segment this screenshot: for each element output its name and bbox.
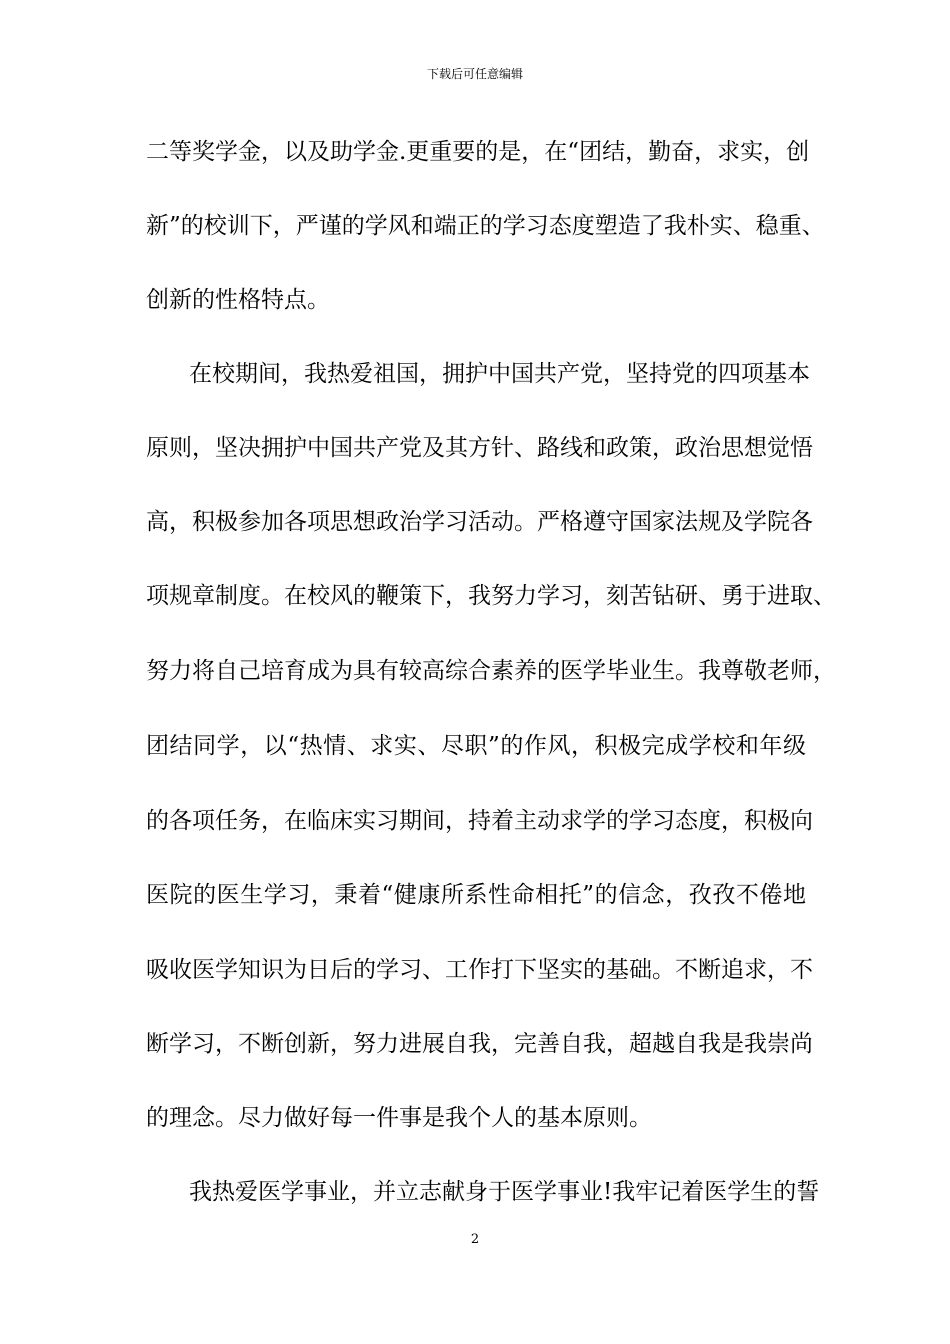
body-line: 在校期间，我热爱祖国，拥护中国共产党，坚持党的四项基本 [189, 361, 810, 387]
body-line: 我热爱医学事业，并立志献身于医学事业!我牢记着医学生的誓 [189, 1179, 820, 1205]
body-line: 吸收医学知识为日后的学习、工作打下坚实的基础。不断追求，不 [146, 957, 813, 983]
body-line: 创新的性格特点。 [146, 287, 330, 313]
body-line: 新”的校训下，严谨的学风和端正的学习态度塑造了我朴实、稳重、 [146, 213, 825, 239]
body-line: 二等奖学金，以及助学金.更重要的是，在“团结，勤奋，求实，创 [146, 139, 810, 165]
body-line: 医院的医生学习，秉着“健康所系性命相托”的信念，孜孜不倦地 [146, 882, 806, 908]
page-number: 2 [470, 1232, 480, 1247]
body-line: 的各项任务，在临床实习期间，持着主动求学的学习态度，积极向 [146, 808, 813, 834]
body-line: 项规章制度。在校风的鞭策下，我努力学习，刻苦钻研、勇于进取、 [146, 583, 836, 609]
body-line: 高，积极参加各项思想政治学习活动。严格遵守国家法规及学院各 [146, 509, 813, 535]
body-line: 原则，坚决拥护中国共产党及其方针、路线和政策，政治思想觉悟 [146, 435, 813, 461]
body-line: 断学习，不断创新，努力进展自我，完善自我，超越自我是我崇尚 [146, 1031, 813, 1057]
body-line: 团结同学，以“热情、求实、尽职”的作风，积极完成学校和年级 [146, 733, 806, 759]
body-line: 努力将自己培育成为具有较高综合素养的医学毕业生。我尊敬老师， [146, 658, 836, 684]
page-header: 下载后可任意编辑 [426, 67, 523, 81]
body-line: 的理念。尽力做好每一件事是我个人的基本原则。 [146, 1105, 652, 1131]
